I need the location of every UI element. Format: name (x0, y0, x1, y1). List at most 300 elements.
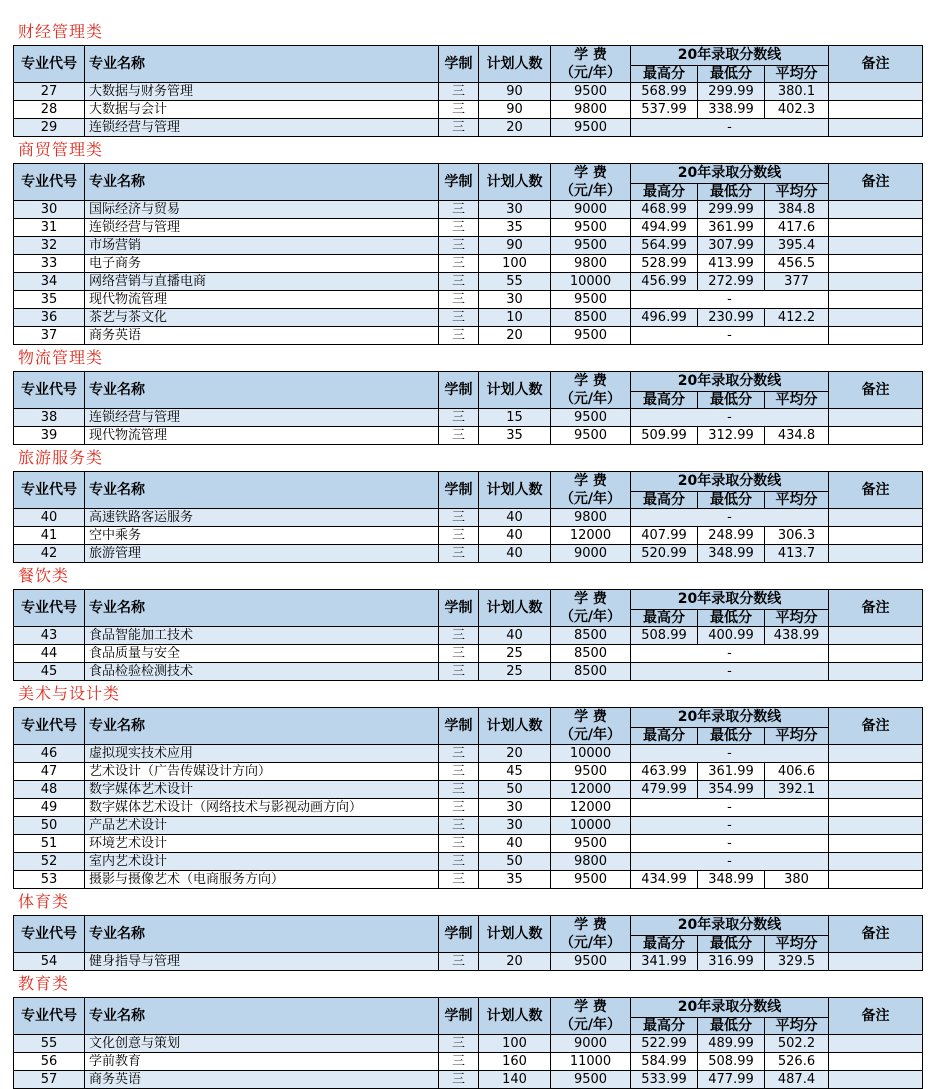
section-title: 餐饮类 (18, 566, 70, 585)
header-fee-line1: 学 费 (574, 917, 607, 933)
cell-years: 三 (439, 219, 479, 237)
header-name: 专业名称 (85, 372, 439, 409)
cell-years: 三 (439, 871, 479, 889)
cell-avg: 377 (765, 273, 829, 291)
cell-code: 30 (14, 201, 85, 219)
cell-max: 463.99 (631, 763, 698, 781)
cell-plan: 20 (479, 745, 551, 763)
cell-years: 三 (439, 817, 479, 835)
cell-plan: 160 (479, 1053, 551, 1071)
cell-plan: 50 (479, 781, 551, 799)
cell-fee: 12000 (551, 527, 631, 545)
header-remark: 备注 (829, 164, 923, 201)
header-score-group: 20年录取分数线 (631, 372, 829, 392)
cell-min: 312.99 (698, 427, 765, 445)
section-title: 体育类 (18, 892, 70, 911)
cell-min: 361.99 (698, 763, 765, 781)
cell-years: 三 (439, 427, 479, 445)
table-row (14, 871, 923, 889)
cell-fee: 9500 (551, 219, 631, 237)
cell-name: 环境艺术设计 (85, 835, 439, 853)
cell-years: 三 (439, 835, 479, 853)
admission-table (13, 589, 923, 681)
cell-max: 522.99 (631, 1035, 698, 1053)
header-fee-line1: 学 费 (574, 709, 607, 725)
cell-name: 茶艺与茶文化 (85, 309, 439, 327)
cell-code: 53 (14, 871, 85, 889)
cell-code: 39 (14, 427, 85, 445)
table-row (14, 509, 923, 527)
cell-name: 连锁经营与管理 (85, 219, 439, 237)
table-row (14, 273, 923, 291)
cell-score-na: - (631, 853, 829, 871)
table-row (14, 83, 923, 101)
table-row (14, 835, 923, 853)
cell-years: 三 (439, 327, 479, 345)
header-code: 专业代号 (14, 590, 85, 627)
cell-min: 354.99 (698, 781, 765, 799)
cell-avg: 412.2 (765, 309, 829, 327)
cell-years: 三 (439, 799, 479, 817)
cell-name: 艺术设计（广告传媒设计方向） (85, 763, 439, 781)
header-min: 最低分 (698, 65, 765, 82)
cell-max: 537.99 (631, 101, 698, 119)
header-max: 最高分 (631, 183, 698, 200)
cell-code: 28 (14, 101, 85, 119)
cell-code: 57 (14, 1071, 85, 1089)
cell-min: 272.99 (698, 273, 765, 291)
cell-plan: 30 (479, 817, 551, 835)
header-avg: 平均分 (765, 1017, 829, 1034)
header-fee-line2: （元/年） (559, 391, 622, 407)
header-fee-line1: 学 费 (574, 473, 607, 489)
header-fee-line2: （元/年） (559, 1017, 622, 1033)
cell-plan: 100 (479, 255, 551, 273)
admission-table (13, 45, 923, 137)
cell-plan: 30 (479, 291, 551, 309)
cell-remark (829, 835, 923, 853)
cell-code: 45 (14, 663, 85, 681)
cell-min: 361.99 (698, 219, 765, 237)
cell-remark (829, 219, 923, 237)
cell-min: 413.99 (698, 255, 765, 273)
cell-avg: 329.5 (765, 953, 829, 971)
cell-max: 520.99 (631, 545, 698, 563)
header-plan: 计划人数 (479, 916, 551, 953)
cell-plan: 35 (479, 219, 551, 237)
cell-avg: 434.8 (765, 427, 829, 445)
table-row (14, 1053, 923, 1071)
cell-code: 27 (14, 83, 85, 101)
header-fee-line1: 学 费 (574, 999, 607, 1015)
cell-name: 大数据与财务管理 (85, 83, 439, 101)
cell-plan: 10 (479, 309, 551, 327)
cell-fee: 9500 (551, 119, 631, 137)
cell-fee: 9000 (551, 201, 631, 219)
cell-years: 三 (439, 509, 479, 527)
cell-code: 37 (14, 327, 85, 345)
header-fee-line1: 学 费 (574, 47, 607, 63)
cell-name: 摄影与摄像艺术（电商服务方向） (85, 871, 439, 889)
cell-years: 三 (439, 409, 479, 427)
cell-max: 407.99 (631, 527, 698, 545)
table-row (14, 853, 923, 871)
cell-years: 三 (439, 101, 479, 119)
cell-max: 494.99 (631, 219, 698, 237)
cell-fee: 9500 (551, 327, 631, 345)
header-score-group: 20年录取分数线 (631, 590, 829, 610)
cell-code: 32 (14, 237, 85, 255)
header-min: 最低分 (698, 727, 765, 744)
cell-remark (829, 545, 923, 563)
cell-fee: 10000 (551, 745, 631, 763)
cell-score-na: - (631, 291, 829, 309)
cell-fee: 9500 (551, 427, 631, 445)
cell-name: 食品智能加工技术 (85, 627, 439, 645)
cell-min: 307.99 (698, 237, 765, 255)
admission-table (13, 471, 923, 563)
cell-code: 36 (14, 309, 85, 327)
cell-min: 316.99 (698, 953, 765, 971)
cell-code: 38 (14, 409, 85, 427)
cell-score-na: - (631, 509, 829, 527)
cell-plan: 100 (479, 1035, 551, 1053)
header-fee-line2: （元/年） (559, 65, 622, 81)
cell-max: 509.99 (631, 427, 698, 445)
cell-score-na: - (631, 799, 829, 817)
cell-name: 空中乘务 (85, 527, 439, 545)
cell-fee: 11000 (551, 1053, 631, 1071)
header-plan: 计划人数 (479, 590, 551, 627)
cell-name: 国际经济与贸易 (85, 201, 439, 219)
cell-fee: 10000 (551, 817, 631, 835)
cell-plan: 40 (479, 835, 551, 853)
cell-avg: 380.1 (765, 83, 829, 101)
cell-code: 50 (14, 817, 85, 835)
table-row (14, 409, 923, 427)
header-name: 专业名称 (85, 708, 439, 745)
cell-code: 40 (14, 509, 85, 527)
cell-fee: 9500 (551, 237, 631, 255)
cell-score-na: - (631, 645, 829, 663)
cell-plan: 140 (479, 1071, 551, 1089)
cell-min: 508.99 (698, 1053, 765, 1071)
cell-fee: 9500 (551, 1071, 631, 1089)
cell-code: 33 (14, 255, 85, 273)
cell-plan: 20 (479, 953, 551, 971)
header-remark: 备注 (829, 472, 923, 509)
cell-min: 348.99 (698, 545, 765, 563)
header-name: 专业名称 (85, 46, 439, 83)
cell-fee: 8500 (551, 663, 631, 681)
cell-years: 三 (439, 1053, 479, 1071)
cell-remark (829, 763, 923, 781)
cell-years: 三 (439, 853, 479, 871)
cell-name: 食品检验检测技术 (85, 663, 439, 681)
cell-remark (829, 237, 923, 255)
header-fee-line2: （元/年） (559, 491, 622, 507)
cell-min: 477.99 (698, 1071, 765, 1089)
cell-remark (829, 853, 923, 871)
header-min: 最低分 (698, 183, 765, 200)
table-row (14, 119, 923, 137)
section-title: 商贸管理类 (18, 140, 104, 159)
cell-fee: 10000 (551, 273, 631, 291)
header-code: 专业代号 (14, 472, 85, 509)
cell-max: 341.99 (631, 953, 698, 971)
cell-avg: 438.99 (765, 627, 829, 645)
table-row (14, 627, 923, 645)
cell-years: 三 (439, 201, 479, 219)
header-remark: 备注 (829, 46, 923, 83)
header-avg: 平均分 (765, 609, 829, 626)
cell-name: 网络营销与直播电商 (85, 273, 439, 291)
cell-name: 连锁经营与管理 (85, 409, 439, 427)
header-score-group: 20年录取分数线 (631, 998, 829, 1018)
admission-table (13, 997, 923, 1089)
cell-name: 数字媒体艺术设计（网络技术与影视动画方向） (85, 799, 439, 817)
cell-plan: 45 (479, 763, 551, 781)
cell-remark (829, 327, 923, 345)
cell-score-na: - (631, 835, 829, 853)
header-fee (551, 472, 631, 509)
table-row (14, 1035, 923, 1053)
header-name: 专业名称 (85, 472, 439, 509)
header-years: 学制 (439, 998, 479, 1035)
cell-name: 市场营销 (85, 237, 439, 255)
cell-code: 48 (14, 781, 85, 799)
cell-min: 489.99 (698, 1035, 765, 1053)
cell-name: 电子商务 (85, 255, 439, 273)
table-row (14, 1071, 923, 1089)
header-plan: 计划人数 (479, 164, 551, 201)
header-remark: 备注 (829, 708, 923, 745)
table-row (14, 953, 923, 971)
cell-max: 468.99 (631, 201, 698, 219)
cell-name: 食品质量与安全 (85, 645, 439, 663)
cell-name: 数字媒体艺术设计 (85, 781, 439, 799)
cell-name: 文化创意与策划 (85, 1035, 439, 1053)
cell-fee: 9500 (551, 83, 631, 101)
cell-plan: 25 (479, 645, 551, 663)
cell-min: 400.99 (698, 627, 765, 645)
cell-max: 584.99 (631, 1053, 698, 1071)
header-code: 专业代号 (14, 998, 85, 1035)
cell-remark (829, 799, 923, 817)
cell-fee: 9500 (551, 953, 631, 971)
cell-plan: 90 (479, 101, 551, 119)
cell-max: 479.99 (631, 781, 698, 799)
cell-fee: 9500 (551, 409, 631, 427)
cell-fee: 12000 (551, 781, 631, 799)
cell-remark (829, 953, 923, 971)
cell-remark (829, 509, 923, 527)
cell-years: 三 (439, 953, 479, 971)
cell-fee: 9800 (551, 255, 631, 273)
header-score-group: 20年录取分数线 (631, 164, 829, 184)
cell-remark (829, 645, 923, 663)
section-title: 教育类 (18, 974, 70, 993)
cell-remark (829, 409, 923, 427)
cell-years: 三 (439, 781, 479, 799)
cell-years: 三 (439, 273, 479, 291)
table-row (14, 237, 923, 255)
cell-code: 46 (14, 745, 85, 763)
header-name: 专业名称 (85, 916, 439, 953)
cell-plan: 25 (479, 663, 551, 681)
header-plan: 计划人数 (479, 472, 551, 509)
cell-plan: 40 (479, 627, 551, 645)
cell-fee: 8500 (551, 627, 631, 645)
header-fee-line2: （元/年） (559, 727, 622, 743)
header-plan: 计划人数 (479, 998, 551, 1035)
header-code: 专业代号 (14, 372, 85, 409)
cell-avg: 395.4 (765, 237, 829, 255)
cell-code: 44 (14, 645, 85, 663)
cell-fee: 8500 (551, 309, 631, 327)
cell-years: 三 (439, 627, 479, 645)
cell-plan: 30 (479, 201, 551, 219)
header-years: 学制 (439, 164, 479, 201)
table-row (14, 309, 923, 327)
header-fee-line1: 学 费 (574, 373, 607, 389)
cell-years: 三 (439, 1071, 479, 1089)
cell-fee: 9500 (551, 871, 631, 889)
cell-remark (829, 781, 923, 799)
header-name: 专业名称 (85, 164, 439, 201)
table-row (14, 291, 923, 309)
cell-name: 现代物流管理 (85, 427, 439, 445)
cell-avg: 456.5 (765, 255, 829, 273)
header-min: 最低分 (698, 935, 765, 952)
header-max: 最高分 (631, 609, 698, 626)
cell-fee: 9500 (551, 763, 631, 781)
header-plan: 计划人数 (479, 372, 551, 409)
header-max: 最高分 (631, 935, 698, 952)
cell-code: 41 (14, 527, 85, 545)
cell-years: 三 (439, 527, 479, 545)
cell-max: 434.99 (631, 871, 698, 889)
table-row (14, 645, 923, 663)
cell-plan: 50 (479, 853, 551, 871)
cell-code: 55 (14, 1035, 85, 1053)
cell-code: 51 (14, 835, 85, 853)
header-fee-line2: （元/年） (559, 935, 622, 951)
cell-name: 商务英语 (85, 327, 439, 345)
cell-name: 学前教育 (85, 1053, 439, 1071)
cell-years: 三 (439, 1035, 479, 1053)
cell-min: 299.99 (698, 83, 765, 101)
cell-remark (829, 1035, 923, 1053)
cell-code: 49 (14, 799, 85, 817)
cell-score-na: - (631, 409, 829, 427)
admission-table (13, 915, 923, 971)
cell-remark (829, 119, 923, 137)
header-years: 学制 (439, 472, 479, 509)
table-row (14, 663, 923, 681)
cell-max: 456.99 (631, 273, 698, 291)
header-code: 专业代号 (14, 708, 85, 745)
section-title: 财经管理类 (18, 22, 104, 41)
header-max: 最高分 (631, 491, 698, 508)
cell-name: 大数据与会计 (85, 101, 439, 119)
cell-remark (829, 527, 923, 545)
cell-min: 348.99 (698, 871, 765, 889)
table-row (14, 255, 923, 273)
header-years: 学制 (439, 916, 479, 953)
cell-fee: 12000 (551, 799, 631, 817)
cell-years: 三 (439, 83, 479, 101)
header-max: 最高分 (631, 391, 698, 408)
table-row (14, 763, 923, 781)
cell-remark (829, 101, 923, 119)
header-years: 学制 (439, 46, 479, 83)
cell-years: 三 (439, 545, 479, 563)
cell-remark (829, 309, 923, 327)
cell-years: 三 (439, 309, 479, 327)
cell-fee: 9500 (551, 291, 631, 309)
header-remark: 备注 (829, 998, 923, 1035)
header-fee (551, 164, 631, 201)
header-years: 学制 (439, 372, 479, 409)
cell-code: 34 (14, 273, 85, 291)
header-min: 最低分 (698, 391, 765, 408)
header-fee (551, 998, 631, 1035)
cell-years: 三 (439, 119, 479, 137)
table-row (14, 799, 923, 817)
cell-avg: 406.6 (765, 763, 829, 781)
cell-max: 528.99 (631, 255, 698, 273)
cell-plan: 90 (479, 237, 551, 255)
header-max: 最高分 (631, 727, 698, 744)
cell-remark (829, 663, 923, 681)
cell-avg: 392.1 (765, 781, 829, 799)
cell-avg: 413.7 (765, 545, 829, 563)
cell-remark (829, 1071, 923, 1089)
header-plan: 计划人数 (479, 46, 551, 83)
cell-avg: 306.3 (765, 527, 829, 545)
cell-max: 568.99 (631, 83, 698, 101)
cell-min: 230.99 (698, 309, 765, 327)
cell-avg: 380 (765, 871, 829, 889)
cell-name: 旅游管理 (85, 545, 439, 563)
header-fee (551, 916, 631, 953)
header-avg: 平均分 (765, 491, 829, 508)
table-row (14, 745, 923, 763)
header-avg: 平均分 (765, 183, 829, 200)
cell-avg: 526.6 (765, 1053, 829, 1071)
cell-plan: 20 (479, 327, 551, 345)
cell-years: 三 (439, 291, 479, 309)
cell-name: 虚拟现实技术应用 (85, 745, 439, 763)
header-remark: 备注 (829, 590, 923, 627)
table-row (14, 327, 923, 345)
cell-max: 508.99 (631, 627, 698, 645)
header-fee-line2: （元/年） (559, 183, 622, 199)
header-fee-line1: 学 费 (574, 591, 607, 607)
cell-plan: 15 (479, 409, 551, 427)
cell-fee: 8500 (551, 645, 631, 663)
cell-fee: 9000 (551, 1035, 631, 1053)
cell-code: 56 (14, 1053, 85, 1071)
admission-table (13, 163, 923, 345)
header-avg: 平均分 (765, 935, 829, 952)
cell-code: 29 (14, 119, 85, 137)
cell-code: 31 (14, 219, 85, 237)
cell-remark (829, 255, 923, 273)
cell-name: 健身指导与管理 (85, 953, 439, 971)
cell-name: 室内艺术设计 (85, 853, 439, 871)
